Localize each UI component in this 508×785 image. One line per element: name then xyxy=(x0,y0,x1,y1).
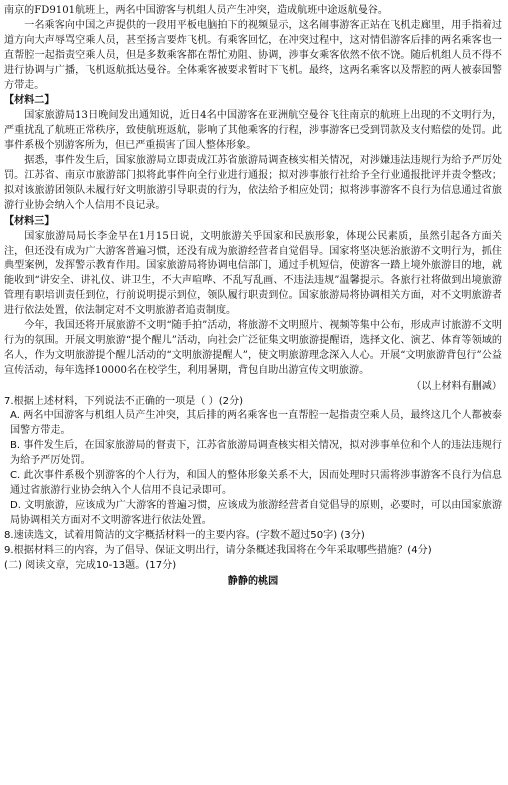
exam-page xyxy=(4,4,502,590)
material2-paragraph-1: 国家旅游局13日晚间发出通知说，近日4名中国游客在亚洲航空曼谷飞往南京的航班上出现的不文明行为，严重扰乱了航班正常秩序，致使航班返航，影响了其他乘客的行程，涉事游客已受到罚款及支付赔偿的处罚。此事件系极个别游客所为，但已严重损害了国人整体形象。 xyxy=(4,110,502,152)
material2-paragraph-2: 据悉，事件发生后，国家旅游局立即责成江苏省旅游局调查核实相关情况，对涉嫌违法违规行为给予严厉处罚。江苏省、南京市旅游部门拟将此事件向全行业进行通报；拟对涉事旅行社给予全行业通报批评并责令整改；拟对该旅游团领队未履行好文明旅游引导职责的行为，依法给予相应处罚；拟将涉事游客不良行为信息通过省旅游行业协会纳入个人信用不良记录。 xyxy=(4,155,502,211)
material1-paragraph: 一名乘客向中国之声提供的一段用平板电脑拍下的视频显示，这名闹事游客正站在飞机走廊里，用手指着过道方向大声辱骂空乘人员，甚至扬言要炸飞机。有乘客回忆，在冲突过程中，这对情侣游客后排的两名乘客也一直帮腔一起指责空乘人员，但是多数乘客都在帮忙劝阻、协调，涉事女乘客依然不依不饶。随后机组人员不得不进行协调与广播，飞机返航抵达曼谷。全体乘客被要求暂时下飞机。最终，这两名乘客以及帮腔的两人被泰国警方带走。 xyxy=(4,19,502,91)
question-7-option-d: D. 文明旅游，应该成为广大游客的普遍习惯，应该成为旅游经营者自觉倡导的原则，必要时，可以由国家旅游局协调相关方面对不文明游客进行依法处置。 xyxy=(10,499,502,526)
material1-tail: 南京的FD9101航班上，两名中国游客与机组人员产生冲突，造成航班中途返航曼谷。 xyxy=(4,5,388,16)
material3-heading: 【材料三】 xyxy=(4,215,55,227)
article-title: 静静的桃园 xyxy=(227,576,279,588)
question-7-stem: 7.根据上述材料，下列说法不正确的一项是（ ）(2分) xyxy=(4,395,244,407)
question-7-option-c: C. 此次事件系极个别游客的个人行为，和国人的整体形象关系不大，因而处理时只需将涉事游客不良行为信息通过省旅游行业协会纳入个人信用不良记录即可。 xyxy=(10,470,502,496)
material3-paragraph-1: 国家旅游局局长李金早在1月15日说，文明旅游关乎国家和民族形象，体现公民素质，虽然引起各方面关注，但还没有成为广大游客普遍习惯，还没有成为旅游经营者自觉倡导。国家将坚决惩治旅游不文明行为，抓住典型案例，发挥警示教育作用。国家旅游局将协调电信部门，通过手机短信，使游客一踏上境外旅游目的地，就能收到“讲安全、讲礼仪、讲卫生，不大声喧哗、不乱写乱画、不违法违规”温馨提示。各旅行社将做到出境旅游管理有职培训责任到位，行前说明提示到位，领队履行职责到位。国家旅游局将协调相关方面，对不文明旅游者进行依法处置，依法制定对不文明旅游者追责制度。 xyxy=(4,230,502,317)
material2-heading: 【材料二】 xyxy=(4,95,55,107)
section-2-heading: (二) 阅读文章，完成10-13题。(17分) xyxy=(4,559,177,571)
question-7-option-a: A. 两名中国游客与机组人员产生冲突，其后排的两名乘客也一直帮腔一起指责空乘人员，最终这几个人都被泰国警方带走。 xyxy=(10,410,502,437)
question-9: 9.根据材料三的内容，为了倡导、保证文明出行，请分条概述我国将在今年采取哪些措施？(4分) xyxy=(4,544,432,556)
question-8: 8.速读选文，试着用简洁的文字概括材料一的主要内容。(字数不超过50字) (3分) xyxy=(4,529,365,541)
material3-paragraph-2: 今年，我国还将开展旅游不文明“随手拍”活动，将旅游不文明照片、视频等集中公布，形成声讨旅游不文明行为的氛围。开展文明旅游“提个醒儿”活动，向社会广泛征集文明旅游提醒语，选择文化、演艺、体育等领域的名人，作为文明旅游提个醒儿活动的“文明旅游提醒人”，使文明旅游理念深入人心。开展“文明旅游背包行”公益宣传活动，每年选择10000名在校学生，利用暑期，背包自助出游宣传文明旅游。 xyxy=(4,320,502,376)
question-7-option-b: B. 事件发生后，在国家旅游局的督责下，江苏省旅游局调查核实相关情况，拟对涉事单位和个人的违法违规行为给予严厉处罚。 xyxy=(10,440,502,467)
source-note: （以上材料有删减） xyxy=(411,380,502,392)
